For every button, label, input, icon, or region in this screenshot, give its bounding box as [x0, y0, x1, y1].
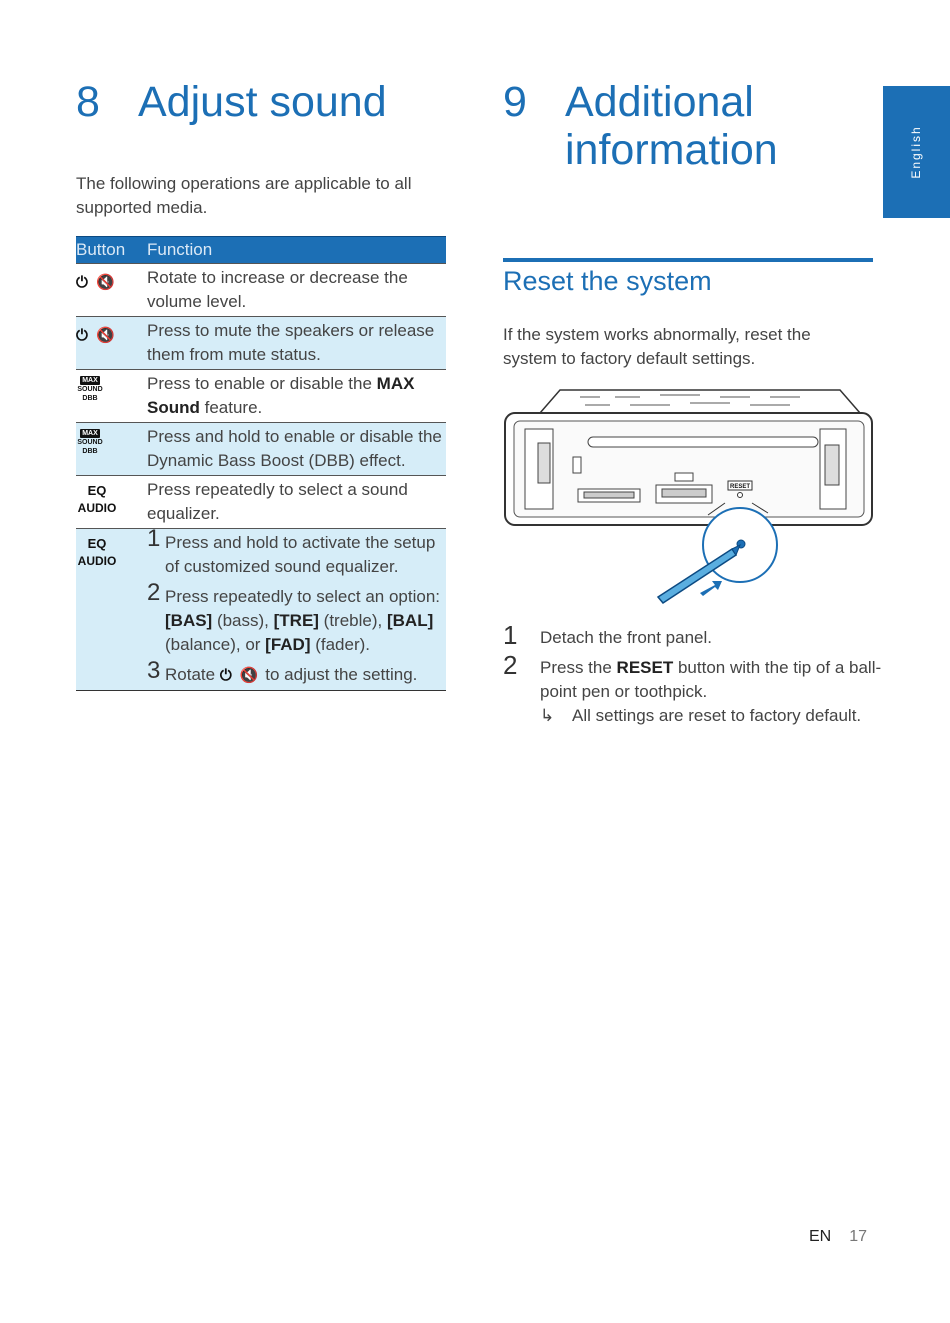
reset-steps — [503, 620, 883, 734]
eq-audio-icon: EQ AUDIO — [77, 536, 117, 568]
page-number: 17 — [849, 1228, 868, 1245]
result-arrow-icon: ↳ — [540, 706, 555, 725]
section-number: 8 — [76, 78, 100, 126]
table-row — [76, 529, 446, 691]
function-steps — [147, 525, 446, 691]
reset-label: RESET — [729, 484, 751, 490]
reset-heading: Reset the system — [503, 266, 712, 296]
reset-step-2: 2 Press the RESET button with the tip of a ball-point pen or toothpick. ↳ All settings are reset to factory default. — [503, 656, 883, 728]
table-row — [76, 370, 446, 423]
volume-knob-icon: ⏻ 🔇 — [219, 667, 261, 684]
section-8-heading — [76, 78, 387, 126]
sound-controls-table — [76, 236, 446, 691]
section-title: Additional information — [565, 78, 778, 175]
eq-step-1: 1 Press and hold to activate the setup of customized sound equalizer. — [147, 525, 436, 576]
section-8-intro: The following operations are applicable to all supported media. — [76, 174, 412, 217]
section-divider — [503, 258, 873, 262]
table-row — [76, 423, 446, 476]
table-row — [76, 264, 446, 317]
reset-result: ↳ All settings are reset to factory default. — [540, 704, 883, 728]
section-title: Adjust sound — [138, 78, 387, 126]
eq-audio-icon: EQ AUDIO — [77, 483, 117, 515]
table-header-row — [76, 237, 446, 264]
function-text: Rotate to increase or decrease the volume level. — [147, 264, 446, 317]
max-sound-dbb-icon: MAX SOUND DBB — [77, 377, 103, 402]
function-text: Press to mute the speakers or release them from mute status. — [147, 317, 446, 370]
function-text: Press to enable or disable the MAX Sound feature. — [147, 370, 446, 423]
reset-intro: If the system works abnormally, reset the system to factory default settings. — [503, 325, 811, 368]
reset-diagram — [500, 385, 875, 605]
reset-step-1: 1 Detach the front panel. — [503, 620, 713, 650]
header-function: Function — [147, 237, 446, 264]
header-button: Button — [76, 237, 147, 264]
footer-lang: EN — [809, 1228, 832, 1245]
volume-knob-icon: ⏻ 🔇 — [76, 327, 117, 344]
section-9-heading — [503, 78, 865, 174]
section-number: 9 — [503, 78, 527, 126]
function-text: Press and hold to enable or disable the Dynamic Bass Boost (DBB) effect. — [147, 423, 446, 476]
eq-step-2: 2 Press repeatedly to select an option: [BAS] (bass), [TRE] (treble), [BAL] (balance), or [FAD] (fader). — [147, 579, 440, 654]
language-tab-label: English — [909, 125, 923, 179]
function-text: Press repeatedly to select a sound equalizer. — [147, 476, 446, 529]
language-tab — [883, 86, 950, 218]
table-row — [76, 476, 446, 529]
table-row — [76, 317, 446, 370]
page-footer — [809, 1228, 867, 1246]
volume-knob-icon: ⏻ 🔇 — [76, 274, 117, 291]
max-sound-dbb-icon: MAX SOUND DBB — [77, 430, 103, 455]
eq-step-3: 3 Rotate ⏻ 🔇 to adjust the setting. — [147, 663, 444, 688]
